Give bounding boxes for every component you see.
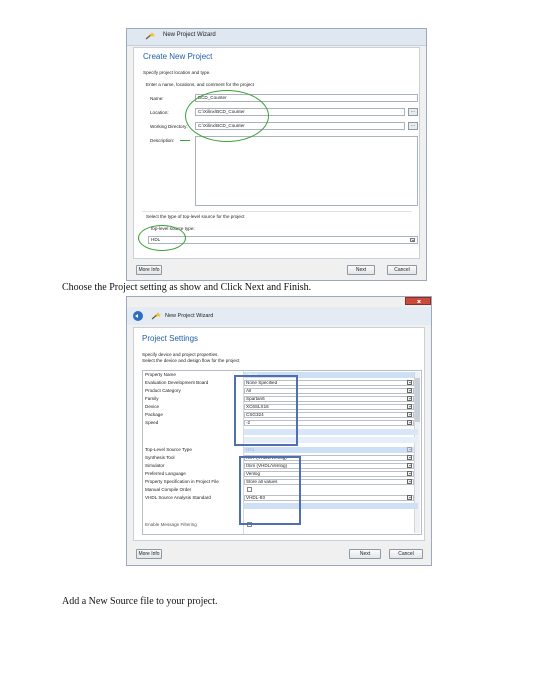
highlight-ellipse-name-location bbox=[185, 90, 269, 142]
property-value[interactable]: Store all values bbox=[244, 479, 414, 485]
property-name: Manual Compile Order bbox=[145, 487, 192, 492]
chevron-down-icon bbox=[407, 447, 412, 452]
working-directory-browse-button[interactable]: ... bbox=[408, 122, 418, 130]
property-value[interactable]: All bbox=[244, 388, 414, 394]
highlight-underline-workdir bbox=[180, 140, 190, 141]
next-button[interactable]: Next bbox=[349, 549, 381, 559]
chevron-down-icon[interactable] bbox=[407, 396, 412, 401]
group-divider bbox=[142, 211, 412, 212]
chevron-down-icon[interactable] bbox=[407, 471, 412, 476]
property-value[interactable]: -2 bbox=[244, 420, 414, 426]
group-label-name-location: Enter a name, locations, and comment for the project bbox=[146, 82, 255, 87]
page-subtitle: Specify project location and type. bbox=[143, 70, 211, 75]
location-input[interactable]: C:\Xilinx\BCD_Counter bbox=[195, 108, 405, 116]
title-bar bbox=[127, 307, 431, 325]
property-name: Enable Message Filtering bbox=[145, 522, 197, 527]
property-value[interactable]: ISim (VHDL/Verilog) bbox=[244, 463, 414, 469]
working-directory-label: Working Directory: bbox=[150, 124, 188, 129]
property-name: Package bbox=[145, 412, 163, 417]
cancel-button[interactable]: Cancel bbox=[389, 549, 423, 559]
group-label-top-level: Select the type of top-level source for the project bbox=[146, 214, 245, 219]
window-title: New Project Wizard bbox=[163, 32, 216, 38]
more-info-button[interactable]: More Info bbox=[136, 265, 162, 275]
property-name: Evaluation Development Board bbox=[145, 380, 209, 385]
more-info-button[interactable]: More Info bbox=[136, 549, 162, 559]
property-name: Top-Level Source Type bbox=[145, 447, 192, 452]
description-textarea[interactable] bbox=[195, 136, 418, 206]
property-value[interactable]: VHDL-93 bbox=[244, 495, 414, 501]
working-directory-input[interactable]: C:\Xilinx\BCD_Counter bbox=[195, 122, 405, 130]
title-bar bbox=[127, 29, 426, 46]
caption-project-setting: Choose the Project setting as show and Click Next and Finish. bbox=[62, 282, 312, 293]
highlight-box-tool-settings bbox=[239, 456, 301, 525]
top-level-source-type-select[interactable]: HDL bbox=[148, 236, 418, 244]
property-name: Simulator bbox=[145, 463, 165, 468]
chevron-down-icon[interactable] bbox=[407, 412, 412, 417]
chevron-down-icon[interactable] bbox=[407, 420, 412, 425]
column-header-value: Value bbox=[244, 372, 414, 378]
wizard-wand-icon bbox=[145, 32, 155, 40]
page-heading: Create New Project bbox=[143, 52, 213, 61]
location-label: Location: bbox=[150, 110, 169, 115]
property-name: Product Category bbox=[145, 388, 181, 393]
chevron-down-icon[interactable] bbox=[407, 388, 412, 393]
top-level-source-type-label: Top-level source type: bbox=[150, 226, 195, 231]
caption-add-source: Add a New Source file to your project. bbox=[62, 596, 218, 607]
property-name: Family bbox=[145, 396, 159, 401]
property-name: Property Specification in Project File bbox=[145, 479, 219, 484]
cancel-button[interactable]: Cancel bbox=[387, 265, 417, 275]
chevron-down-icon[interactable] bbox=[407, 380, 412, 385]
highlight-box-device-settings bbox=[234, 375, 298, 446]
wizard-wand-icon bbox=[151, 312, 161, 320]
chevron-down-icon[interactable] bbox=[407, 479, 412, 484]
column-header-property-name: Property Name bbox=[145, 372, 176, 377]
table-row[interactable] bbox=[143, 446, 421, 453]
name-label: Name: bbox=[150, 96, 164, 101]
property-name: Device bbox=[145, 404, 160, 409]
property-value[interactable]: None Specified bbox=[244, 380, 414, 386]
close-icon[interactable] bbox=[405, 297, 431, 305]
property-name: Speed bbox=[145, 420, 159, 425]
property-value[interactable]: Verilog bbox=[244, 471, 414, 477]
property-value[interactable]: XC6SLX16 bbox=[244, 404, 414, 410]
page-subtitle-2: Select the device and design flow for the project bbox=[142, 358, 240, 363]
description-label: Description: bbox=[150, 138, 175, 143]
property-value: HDL bbox=[244, 447, 414, 453]
next-button[interactable]: Next bbox=[347, 265, 375, 275]
chevron-down-icon[interactable] bbox=[407, 495, 412, 500]
property-name: Synthesis Tool bbox=[145, 455, 175, 460]
chevron-down-icon[interactable] bbox=[407, 404, 412, 409]
highlight-ellipse-hdl bbox=[138, 225, 186, 251]
property-name: VHDL Source Analysis Standard bbox=[145, 495, 211, 500]
chevron-down-icon[interactable] bbox=[407, 463, 412, 468]
name-input[interactable]: BCD_Counter bbox=[195, 94, 418, 102]
property-value[interactable]: Spartan6 bbox=[244, 396, 414, 402]
location-browse-button[interactable]: ... bbox=[408, 108, 418, 116]
page-heading: Project Settings bbox=[142, 334, 199, 343]
chevron-down-icon[interactable] bbox=[410, 238, 415, 242]
chevron-down-icon[interactable] bbox=[407, 455, 412, 460]
property-value[interactable]: XST (VHDL/Verilog) bbox=[244, 455, 414, 461]
page-subtitle-1: Specify device and project properties. bbox=[142, 352, 219, 357]
property-value[interactable]: CSG324 bbox=[244, 412, 414, 418]
property-name: Preferred Language bbox=[145, 471, 186, 476]
back-arrow-icon[interactable] bbox=[133, 311, 143, 321]
window-title: New Project Wizard bbox=[165, 313, 214, 319]
